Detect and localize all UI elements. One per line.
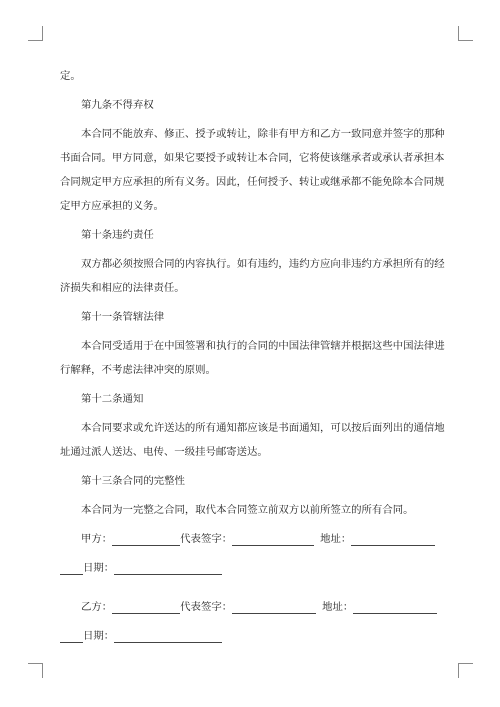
party-b-address-field-cont[interactable] (60, 630, 83, 643)
party-a-address-field[interactable] (351, 533, 435, 546)
section-heading-article-12: 第十二条通知 (81, 393, 144, 405)
paragraph-line: 本合同不能放弃、修正、授予或转让，除非有甲方和乙方一致同意并签字的那种 (81, 128, 445, 140)
paragraph-line: 双方都必须按照合同的内容执行。如有违约，违约方应向非违约方承担所有的经 (81, 258, 445, 270)
party-b-name-field[interactable] (112, 601, 180, 614)
paragraph-line: 定甲方应承担的义务。 (60, 200, 164, 212)
date-label: 日期： (83, 630, 115, 642)
party-a-rep-sign-field[interactable] (232, 533, 314, 546)
crop-mark-bottom-right (458, 663, 473, 678)
paragraph-line: 本合同要求或允许送达的所有通知都应该是书面通知，可以按后面列出的通信地 (81, 422, 445, 434)
party-b-label: 乙方： (81, 601, 113, 613)
address-label: 地址： (320, 533, 352, 545)
party-a-label: 甲方： (81, 533, 113, 545)
paragraph-line: 行解释，不考虑法律冲突的原则。 (60, 364, 216, 376)
crop-mark-top-left (28, 26, 43, 41)
signature-row-party-b (60, 595, 446, 619)
party-a-address-field-cont[interactable] (60, 562, 83, 575)
paragraph-line: 书面合同。甲方同意，如果它要授予或转让本合同，它将使该继承者或承认者承担本 (60, 152, 445, 164)
party-b-date-field[interactable] (114, 630, 222, 643)
paragraph-line: 本合同受适用于在中国签署和执行的合同的中国法律管辖并根据这些中国法律进 (81, 340, 445, 352)
paragraph-line: 本合同为一完整之合同，取代本合同签立前双方以前所签立的所有合同。 (81, 504, 414, 516)
date-label: 日期： (83, 562, 115, 574)
section-heading-article-11: 第十一条管辖法律 (81, 311, 165, 323)
paragraph-line: 济损失和相应的法律责任。 (60, 282, 185, 294)
section-heading-article-10: 第十条违约责任 (81, 229, 154, 241)
document-body (60, 64, 446, 648)
rep-sign-label: 代表签字： (180, 533, 233, 545)
paragraph-line: 合同规定甲方应承担的所有义务。因此，任何授予、转让或继承都不能免除本合同规 (60, 176, 445, 188)
section-heading-article-13: 第十三条合同的完整性 (81, 475, 185, 487)
party-a-date-field[interactable] (114, 562, 222, 575)
party-b-address-field[interactable] (353, 601, 437, 614)
section-heading-article-9: 第九条不得弃权 (81, 99, 154, 111)
paragraph-line: 定。 (60, 70, 81, 82)
signature-row-party-b-date (60, 624, 446, 648)
signature-row-party-a (60, 527, 446, 551)
party-b-rep-sign-field[interactable] (232, 601, 316, 614)
signature-row-party-a-date (60, 556, 446, 580)
address-label: 地址： (322, 601, 354, 613)
party-a-name-field[interactable] (112, 533, 180, 546)
crop-mark-bottom-left (28, 663, 43, 678)
rep-sign-label: 代表签字： (180, 601, 233, 613)
paragraph-line: 址通过派人送达、电传、一级挂号邮寄送达。 (60, 446, 268, 458)
crop-mark-top-right (458, 26, 473, 41)
